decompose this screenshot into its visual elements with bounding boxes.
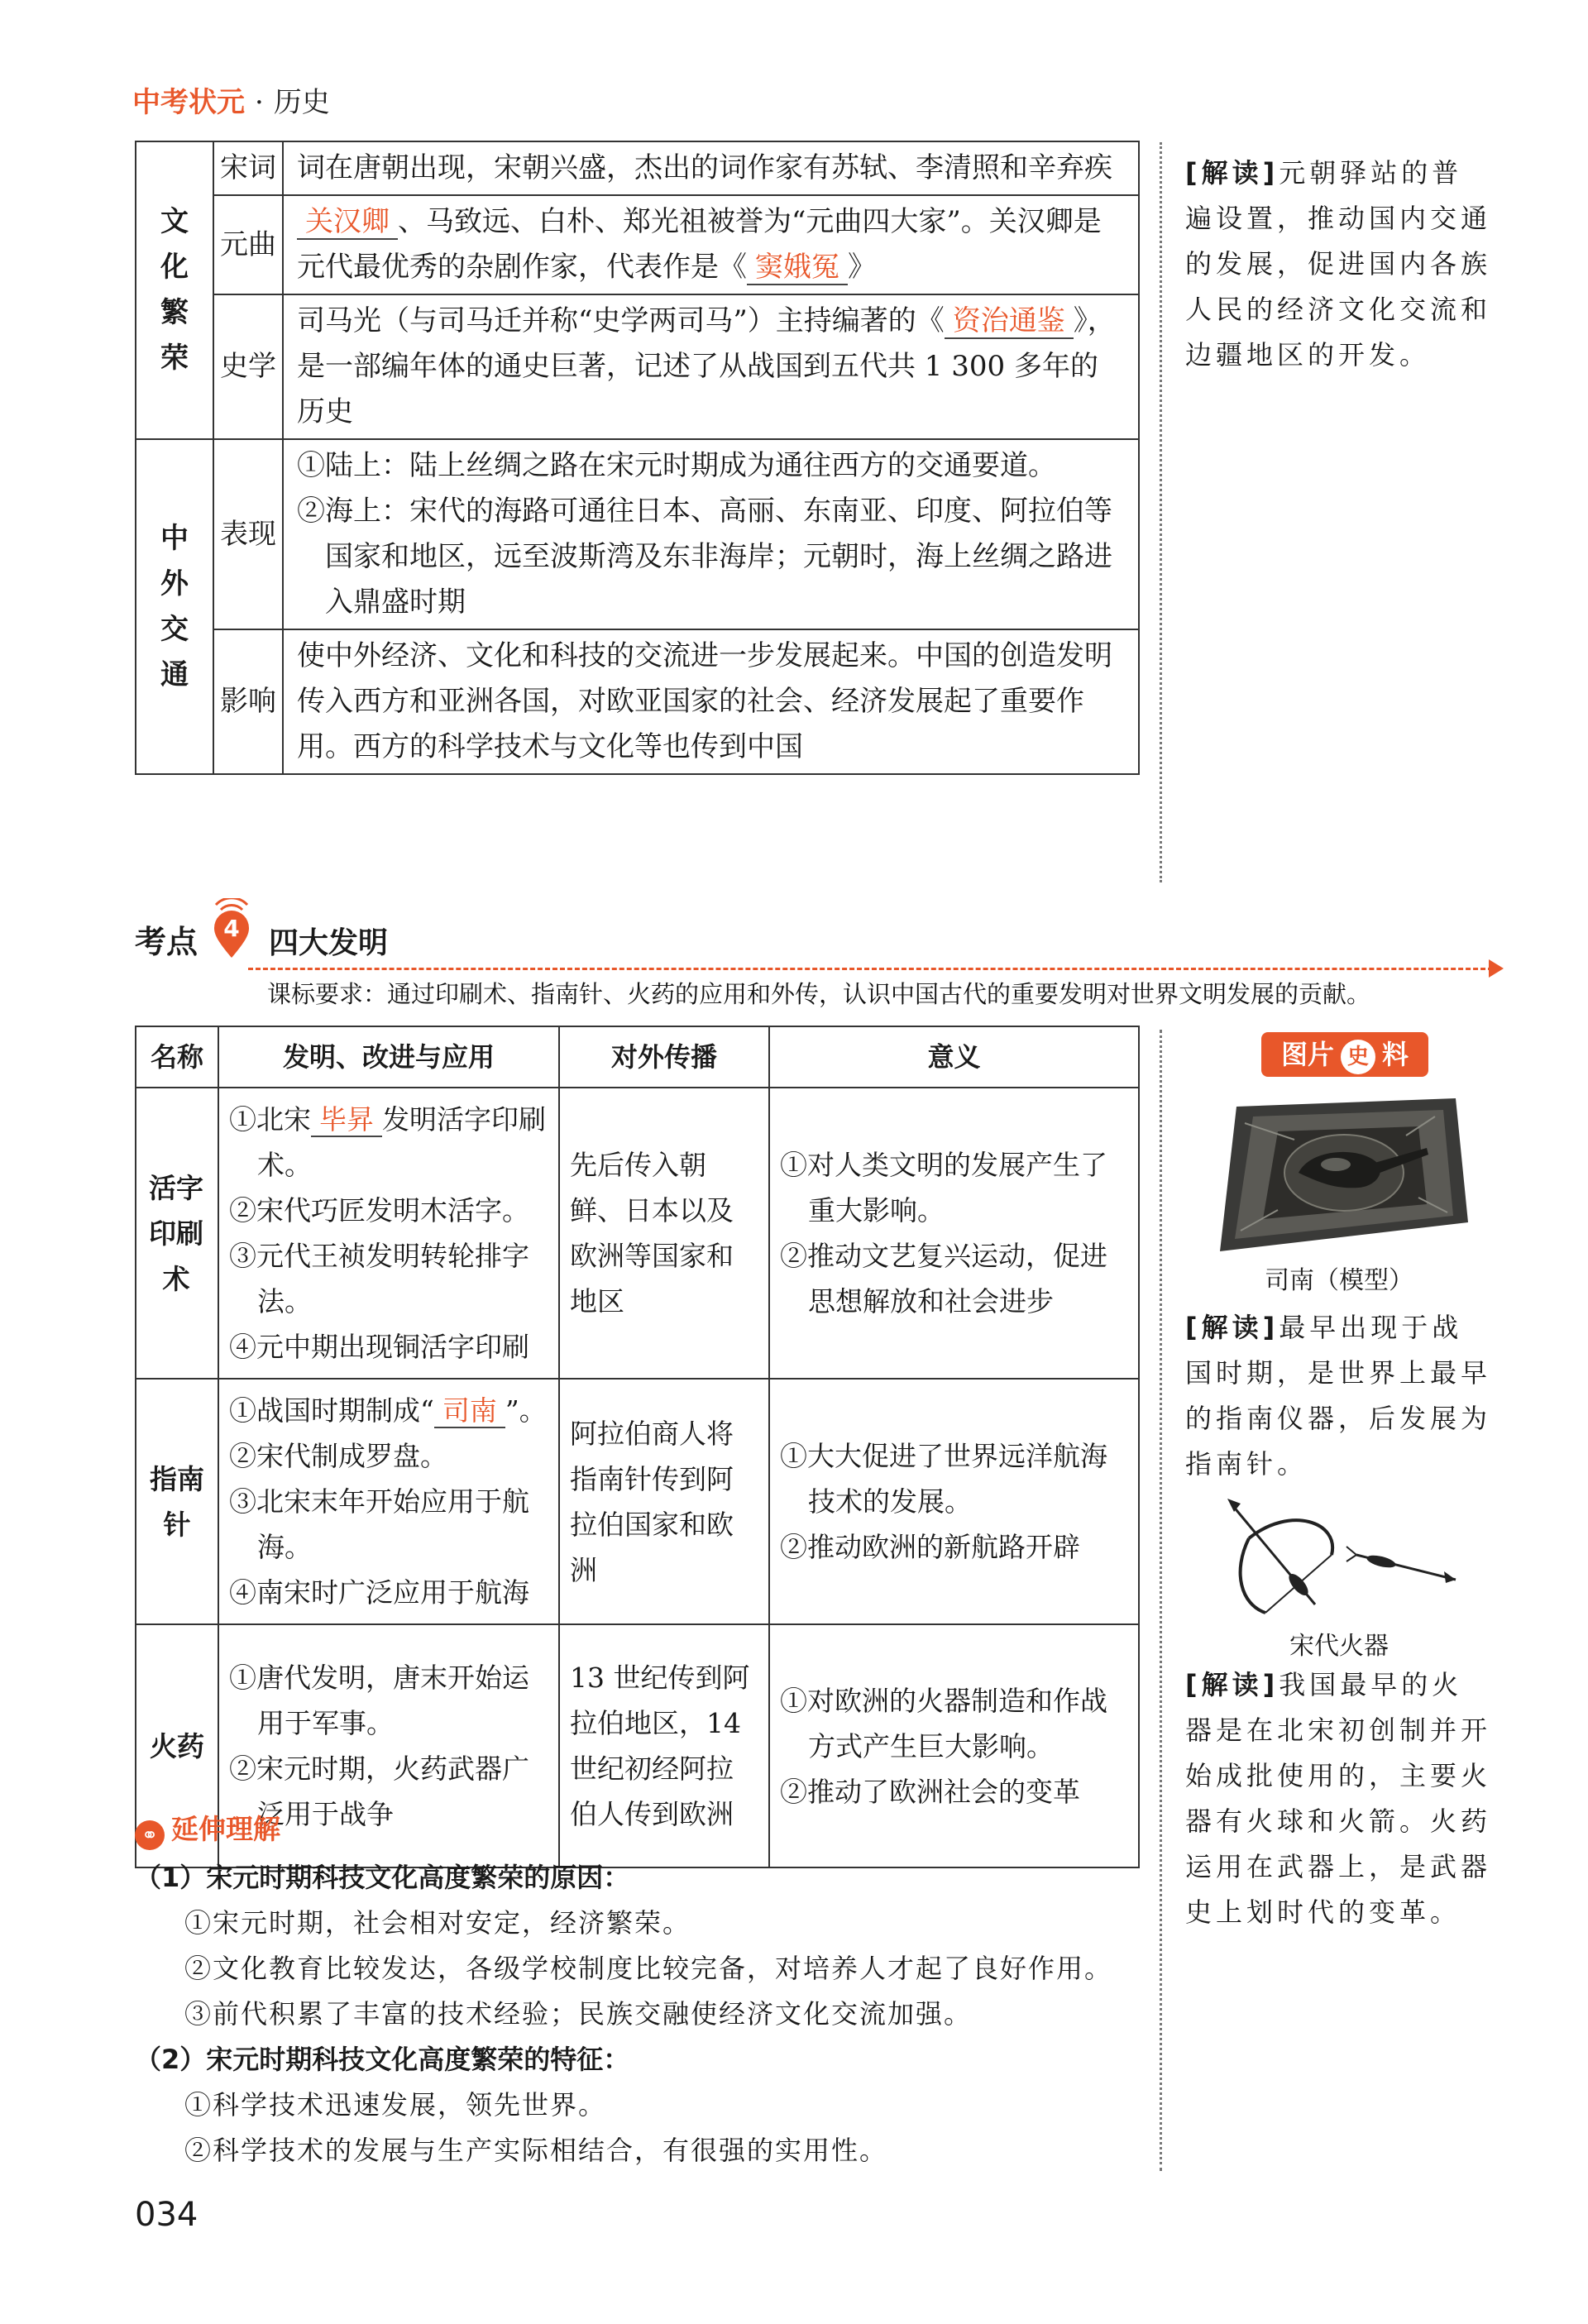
table-row	[136, 141, 1139, 195]
extension-title: ⚭ 延伸理解	[135, 1808, 280, 1850]
side-note-sinan: [解读]最早出现于战国时期，是世界上最早的指南仪器，后发展为指南针。	[1185, 1312, 1492, 1480]
invention-printing: 活字印刷术	[136, 1088, 218, 1379]
biaoxian-text: ①陆上：陆上丝绸之路在宋元时期成为通往西方的交通要道。 ②海上：宋代的海路可通往日本、高丽、东南亚、印度、阿拉伯等国家和地区，远至波斯湾及东非海岸；元朝时，海上丝绸之路进入鼎盛时期	[283, 439, 1139, 629]
table-row	[136, 629, 1139, 774]
side-note-yizhan: [解读]元朝驿站的普遍设置，推动国内交通的发展，促进国内各族人民的经济文化交流和边疆地区的开发。	[1185, 157, 1492, 371]
gunpowder-invention: ①唐代发明，唐末开始运用于军事。 ②宋元时期，火药武器广泛用于战争	[218, 1624, 559, 1867]
kaodian-number: 4	[223, 915, 240, 942]
compass-spread: 阿拉伯商人将指南针传到阿拉伯国家和欧洲	[559, 1379, 769, 1624]
col-header-name: 名称	[136, 1026, 218, 1088]
side-note-fire-weapon: [解读]我国最早的火器是在北宋初创制并开始成批使用的，主要火器有火球和火箭。火药运用在武器上，是武器史上划时代的变革。	[1185, 1669, 1492, 1928]
side-divider-bottom	[1160, 1030, 1162, 2171]
curriculum-requirement: 课标要求：通过印刷术、指南针、火药的应用和外传，认识中国古代的重要发明对世界文明发展的贡献。	[267, 980, 1371, 1008]
label-yingxiang: 影响	[213, 629, 283, 774]
yuanqu-text: 关汉卿 、马致远、白朴、郑光祖被誉为“元曲四大家”。关汉卿是元代最优秀的杂剧作家，代表作是《 窦娥冤 》	[283, 195, 1139, 294]
list-item: ①宋元时期，社会相对安定，经济繁荣。	[184, 1907, 691, 1939]
list-item: ③前代积累了丰富的技术经验；民族交融使经济文化交流加强。	[184, 1998, 973, 2030]
table-header-row	[136, 1026, 1139, 1088]
sinan-caption: 司南（模型）	[1265, 1266, 1413, 1295]
table-row	[136, 439, 1139, 629]
blank-answer: 关汉卿	[297, 205, 398, 240]
shixue-text: 司马光（与司马迁并称“史学两司马”）主持编著的《 资治通鉴 》，是一部编年体的通史巨著，记述了从战国到五代共 1 300 多年的历史	[283, 294, 1139, 439]
header-separator: ·	[255, 86, 264, 119]
kaodian-label: 考点	[135, 924, 198, 960]
list-item: ②文化教育比较发达，各级学校制度比较完备，对培养人才起了良好作用。	[184, 1953, 1113, 1984]
blank-answer: 司南	[434, 1394, 505, 1428]
extension-content	[135, 1855, 1140, 2173]
culture-exchange-table	[135, 141, 1140, 775]
page-number: 034	[135, 2196, 198, 2234]
category-culture: 文化繁荣	[136, 141, 213, 439]
link-icon: ⚭	[135, 1820, 165, 1850]
section-rule	[248, 968, 1493, 970]
note-tag: [解读]	[1185, 157, 1279, 189]
compass-significance: ①大大促进了世界远洋航海技术的发展。 ②推动欧洲的新航路开辟	[769, 1379, 1139, 1624]
blank-answer: 资治通鉴	[945, 304, 1074, 339]
blank-answer: 毕昇	[311, 1103, 382, 1137]
table-row	[136, 294, 1139, 439]
picture-material-badge: 图片 史 料	[1261, 1032, 1428, 1077]
song-fire-weapon-image	[1216, 1489, 1464, 1621]
label-songci: 宋词	[213, 141, 283, 195]
songci-text: 词在唐朝出现，宋朝兴盛，杰出的词作家有苏轼、李清照和辛弃疾	[283, 141, 1139, 195]
label-yuanqu: 元曲	[213, 195, 283, 294]
label-biaoxian: 表现	[213, 439, 283, 629]
extension-q1: （1）宋元时期科技文化高度繁荣的原因：	[135, 1862, 630, 1893]
list-item: ②科学技术的发展与生产实际相结合，有很强的实用性。	[184, 2135, 888, 2166]
page-header	[132, 79, 330, 120]
note-tag: [解读]	[1185, 1669, 1279, 1700]
category-exchange: 中外交通	[136, 439, 213, 774]
printing-spread: 先后传入朝鲜、日本以及欧洲等国家和地区	[559, 1088, 769, 1379]
table-row	[136, 1624, 1139, 1867]
fire-weapon-caption: 宋代火器	[1289, 1632, 1389, 1661]
subject-label: 历史	[273, 86, 330, 119]
sinan-model-image	[1220, 1098, 1468, 1254]
printing-significance: ①对人类文明的发展产生了重大影响。 ②推动文艺复兴运动，促进思想解放和社会进步	[769, 1088, 1139, 1379]
invention-gunpowder: 火药	[136, 1624, 218, 1867]
col-header-invention: 发明、改进与应用	[218, 1026, 559, 1088]
label-shixue: 史学	[213, 294, 283, 439]
table-row	[136, 195, 1139, 294]
brand-logo: 中考状元	[132, 86, 245, 119]
list-item: ①科学技术迅速发展，领先世界。	[184, 2089, 607, 2121]
extension-q2: （2）宋元时期科技文化高度繁荣的特征：	[135, 2044, 630, 2075]
printing-invention: ①北宋 毕昇 发明活字印刷术。 ②宋代巧匠发明木活字。 ③元代王祯发明转轮排字法。 ④元中期出现铜活字印刷	[218, 1088, 559, 1379]
four-inventions-table	[135, 1026, 1140, 1868]
arrow-right-icon	[1489, 959, 1504, 978]
blank-answer: 窦娥冤	[747, 251, 848, 285]
signal-pin-icon	[211, 898, 252, 961]
compass-invention: ①战国时期制成“ 司南 ”。 ②宋代制成罗盘。 ③北宋末年开始应用于航海。 ④南宋时广泛应用于航海	[218, 1379, 559, 1624]
table-row	[136, 1379, 1139, 1624]
invention-compass: 指南针	[136, 1379, 218, 1624]
note-tag: [解读]	[1185, 1312, 1279, 1343]
col-header-significance: 意义	[769, 1026, 1139, 1088]
col-header-spread: 对外传播	[559, 1026, 769, 1088]
side-divider-top	[1160, 142, 1162, 882]
section-title: 四大发明	[269, 926, 389, 960]
gunpowder-significance: ①对欧洲的火器制造和作战方式产生巨大影响。 ②推动了欧洲社会的变革	[769, 1624, 1139, 1867]
gunpowder-spread: 13 世纪传到阿拉伯地区，14 世纪初经阿拉伯人传到欧洲	[559, 1624, 769, 1867]
table-row	[136, 1088, 1139, 1379]
yingxiang-text: 使中外经济、文化和科技的交流进一步发展起来。中国的创造发明传入西方和亚洲各国，对欧亚国家的社会、经济发展起了重要作用。西方的科学技术与文化等也传到中国	[283, 629, 1139, 774]
